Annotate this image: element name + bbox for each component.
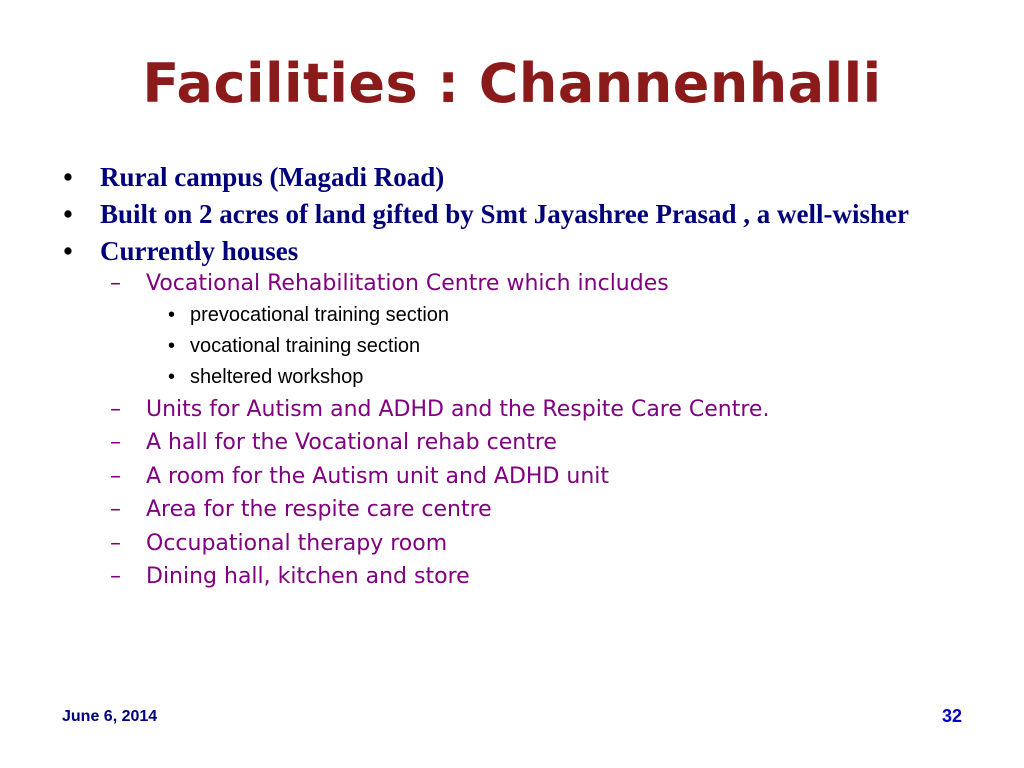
sub-bullet-text: Occupational therapy room (146, 530, 448, 556)
bullet-text: Rural campus (Magadi Road) (100, 162, 445, 192)
sub-sub-bullet-item (58, 362, 978, 393)
bullet-marker: • (168, 334, 176, 357)
bullet-item (58, 236, 978, 267)
sub-bullet-item (58, 462, 978, 493)
bullet-marker: • (168, 303, 176, 326)
sub-bullet-text: Area for the respite care centre (146, 497, 492, 522)
bullet-item (58, 199, 978, 230)
sub-bullet-item (58, 562, 978, 593)
sub-sub-bullet-text: sheltered workshop (190, 365, 364, 388)
sub-sub-bullet-item (58, 300, 978, 331)
slide-title: Facilities : Channenhalli (142, 52, 882, 115)
sub-bullet-item (58, 495, 978, 526)
page-number: 32 (941, 706, 962, 726)
bullet-item (58, 162, 978, 193)
dash-marker: – (110, 497, 121, 522)
bullet-text: Built on 2 acres of land gifted by Smt Jayashree Prasad , a well-wisher (100, 199, 909, 229)
footer-date: June 6, 2014 (62, 708, 158, 725)
sub-bullet-item (58, 529, 978, 560)
sub-sub-bullet-text: vocational training section (190, 334, 421, 357)
bullet-marker: • (168, 365, 176, 388)
sub-sub-bullet-text: prevocational training section (190, 303, 450, 326)
dash-marker: – (110, 430, 121, 455)
sub-bullet-text: Vocational Rehabilitation Centre which includes (146, 271, 669, 296)
sub-bullet-item (58, 395, 978, 426)
bullet-text: Currently houses (100, 236, 299, 266)
sub-sub-bullet-item (58, 331, 978, 362)
bullet-marker: • (63, 236, 73, 266)
bullet-marker: • (63, 199, 73, 229)
dash-marker: – (110, 564, 121, 589)
dash-marker: – (110, 396, 121, 422)
dash-marker: – (110, 463, 121, 489)
sub-bullet-text: A hall for the Vocational rehab centre (146, 430, 557, 455)
sub-bullet-item (58, 269, 978, 300)
dash-marker: – (110, 271, 121, 296)
sub-bullet-text: Dining hall, kitchen and store (146, 564, 470, 589)
bullet-list (58, 162, 978, 596)
sub-bullet-text: Units for Autism and ADHD and the Respite Care Centre. (146, 396, 770, 422)
sub-bullet-text: A room for the Autism unit and ADHD unit (146, 463, 609, 489)
sub-bullet-item (58, 428, 978, 459)
dash-marker: – (110, 530, 121, 556)
bullet-marker: • (63, 162, 73, 192)
